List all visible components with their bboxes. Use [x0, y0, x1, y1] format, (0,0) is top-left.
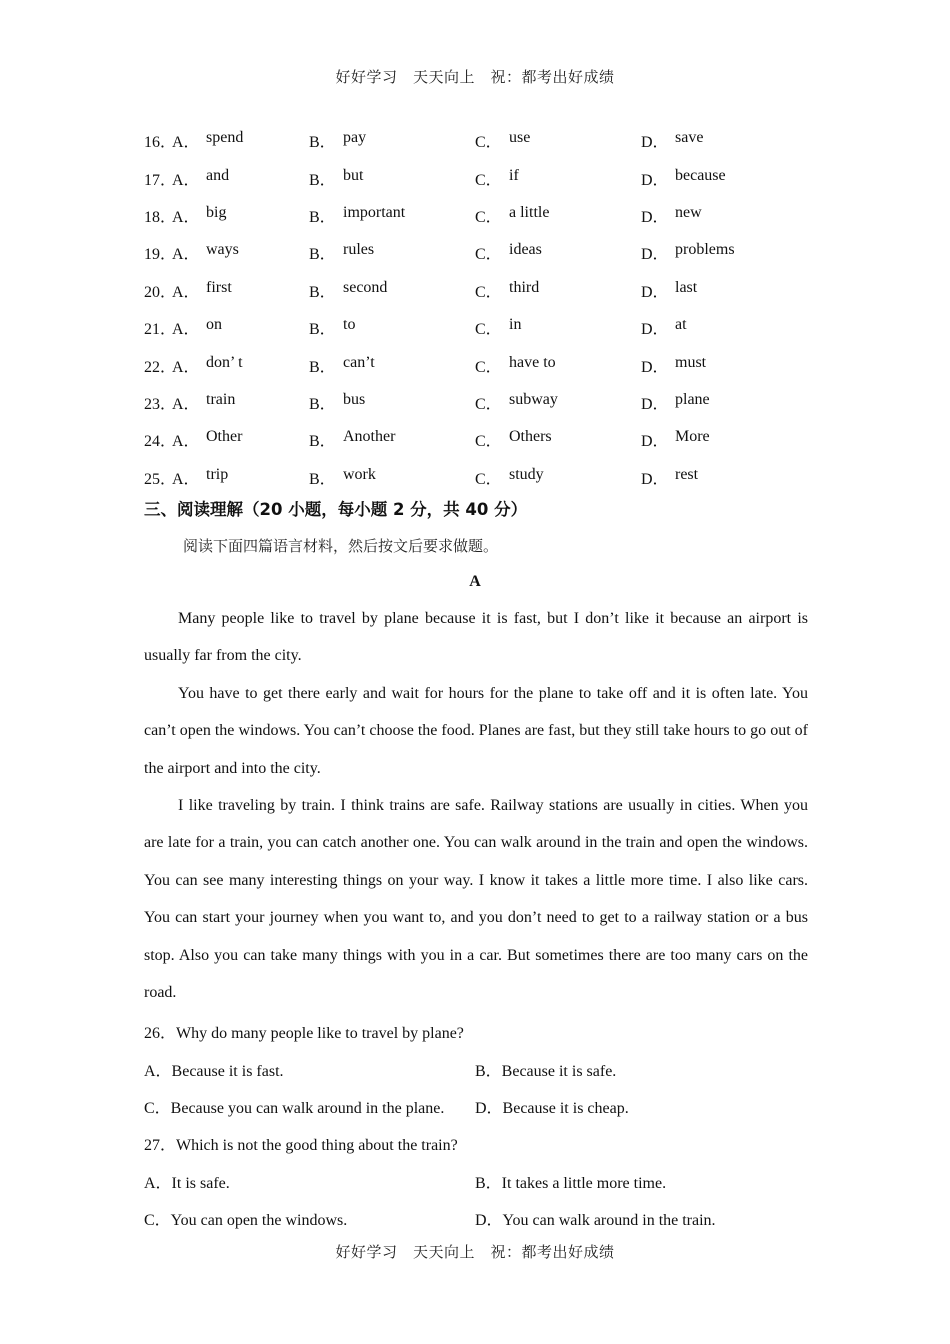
option-row-25	[144, 459, 824, 496]
option-letter: D．	[641, 171, 669, 189]
option-text: first	[206, 278, 232, 296]
question-27-choices-row-2	[144, 1207, 824, 1230]
option-letter: C．	[475, 470, 502, 488]
option-text: use	[509, 129, 531, 147]
option-row-23	[144, 384, 824, 421]
cloze-options-table	[144, 122, 824, 496]
option-letter: D．	[641, 470, 669, 488]
option-text: must	[675, 353, 707, 371]
option-letter: C．	[475, 321, 502, 339]
option-text: Another	[343, 428, 396, 446]
question-number: 16．	[144, 134, 177, 152]
option-text: Others	[509, 428, 552, 446]
option-letter: D．	[641, 208, 669, 226]
choice-c: C．You can open the windows.	[144, 1212, 348, 1229]
option-letter: A．	[172, 134, 200, 152]
option-letter: A．	[172, 395, 200, 413]
passage-paragraph: You have to get there early and wait for hours for the plane to take off and it is often late. You can’t open the windows. You can’t choose the food. Planes are fast, but they still take hours to go out of the airport and into the city.	[144, 684, 808, 777]
option-text: a little	[509, 203, 550, 221]
option-letter: D．	[641, 358, 669, 376]
option-text: rest	[675, 465, 699, 483]
option-letter: D．	[641, 134, 669, 152]
option-text: on	[206, 316, 222, 334]
question-number: 17．	[144, 171, 177, 189]
option-text: problems	[675, 241, 735, 259]
option-text: trip	[206, 465, 229, 483]
option-text: because	[675, 166, 726, 184]
question-number: 22．	[144, 358, 177, 376]
question-26-stem: 26．Why do many people like to travel by plane?	[144, 1025, 464, 1042]
option-letter: B．	[309, 321, 336, 339]
question-number: 23．	[144, 395, 177, 413]
option-row-20	[144, 272, 824, 309]
option-text: work	[343, 465, 376, 483]
option-letter: A．	[172, 433, 200, 451]
option-letter: B．	[309, 208, 336, 226]
section-intro: 阅读下面四篇语言材料，然后按文后要求做题。	[183, 537, 499, 555]
option-letter: C．	[475, 246, 502, 264]
option-text: rules	[343, 241, 375, 259]
option-letter: D．	[641, 321, 669, 339]
option-text: important	[343, 203, 406, 221]
option-row-24	[144, 421, 824, 458]
choice-d: D．You can walk around in the train.	[475, 1212, 716, 1229]
question-number: 25．	[144, 470, 177, 488]
passage-label: A	[469, 573, 481, 590]
option-letter: A．	[172, 171, 200, 189]
question-27-stem: 27．Which is not the good thing about the train?	[144, 1137, 458, 1154]
option-letter: D．	[641, 433, 669, 451]
option-row-22	[144, 346, 824, 383]
option-letter: D．	[641, 395, 669, 413]
option-text: new	[675, 203, 702, 221]
page-header: 好好学习 天天向上 祝：都考出好成绩	[335, 68, 615, 86]
question-27-choices-row-1	[144, 1170, 824, 1193]
option-text: but	[343, 166, 364, 184]
passage-paragraph: Many people like to travel by plane because it is fast, but I don’t like it because an airport is usually far from the city.	[144, 610, 808, 665]
choice-b: B．Because it is safe.	[475, 1063, 617, 1080]
question-number: 18．	[144, 208, 177, 226]
choice-b: B．It takes a little more time.	[475, 1175, 667, 1192]
choice-c: C．Because you can walk around in the plane.	[144, 1100, 445, 1117]
option-text: to	[343, 316, 356, 334]
option-row-16	[144, 122, 824, 159]
question-number: 24．	[144, 433, 177, 451]
option-text: can’t	[343, 353, 375, 371]
option-text: ideas	[509, 241, 542, 259]
option-letter: A．	[172, 208, 200, 226]
option-text: Other	[206, 428, 243, 446]
option-row-18	[144, 197, 824, 234]
question-26-choices-row-1	[144, 1058, 824, 1081]
option-letter: A．	[172, 358, 200, 376]
option-text: More	[675, 428, 710, 446]
option-text: spend	[206, 129, 244, 147]
option-text: last	[675, 278, 698, 296]
option-text: save	[675, 129, 704, 147]
option-letter: B．	[309, 470, 336, 488]
option-row-17	[144, 159, 824, 196]
option-letter: B．	[309, 134, 336, 152]
option-letter: A．	[172, 321, 200, 339]
option-text: don’ t	[206, 353, 243, 371]
question-number: 21．	[144, 321, 177, 339]
choice-a: A．Because it is fast.	[144, 1063, 284, 1080]
question-26-choices-row-2	[144, 1095, 824, 1118]
option-text: bus	[343, 390, 366, 408]
option-text: second	[343, 278, 388, 296]
option-letter: C．	[475, 171, 502, 189]
option-row-19	[144, 234, 824, 271]
option-letter: A．	[172, 246, 200, 264]
option-row-21	[144, 309, 824, 346]
option-letter: B．	[309, 395, 336, 413]
option-text: subway	[509, 390, 558, 408]
option-letter: C．	[475, 283, 502, 301]
option-letter: C．	[475, 433, 502, 451]
passage-paragraph: I like traveling by train. I think trains are safe. Railway stations are usually in cities. When you are late for a train, you can catch another one. You can walk around in the train and open the windows. You can see many interesting things on your way. I know it takes a little more time. I also like cars. You can start your journey when you want to, and you don’t need to get to a railway station or a bus stop. Also you can take many things with you in a car. But sometimes there are too many cars on the road.	[144, 797, 808, 1002]
option-letter: C．	[475, 134, 502, 152]
option-letter: B．	[309, 358, 336, 376]
option-text: study	[509, 465, 544, 483]
question-number: 20．	[144, 283, 177, 301]
option-text: pay	[343, 129, 367, 147]
option-letter: B．	[309, 171, 336, 189]
option-letter: C．	[475, 358, 502, 376]
option-text: plane	[675, 390, 710, 408]
choice-d: D．Because it is cheap.	[475, 1100, 629, 1117]
question-number: 19．	[144, 246, 177, 264]
option-letter: A．	[172, 283, 200, 301]
option-text: have to	[509, 353, 556, 371]
option-letter: A．	[172, 470, 200, 488]
option-letter: D．	[641, 283, 669, 301]
option-text: ways	[206, 241, 239, 259]
option-letter: B．	[309, 246, 336, 264]
option-text: third	[509, 278, 540, 296]
reading-passage	[144, 600, 808, 1011]
option-text: in	[509, 316, 522, 334]
option-letter: B．	[309, 433, 336, 451]
option-letter: D．	[641, 246, 669, 264]
option-text: if	[509, 166, 519, 184]
option-text: and	[206, 166, 230, 184]
option-letter: C．	[475, 395, 502, 413]
option-letter: B．	[309, 283, 336, 301]
option-text: big	[206, 203, 227, 221]
option-letter: C．	[475, 208, 502, 226]
page-footer: 好好学习 天天向上 祝：都考出好成绩	[335, 1243, 615, 1261]
section-title: 三、阅读理解（20 小题，每小题 2 分，共 40 分）	[144, 500, 528, 519]
choice-a: A．It is safe.	[144, 1175, 230, 1192]
option-text: train	[206, 390, 236, 408]
option-text: at	[675, 316, 687, 334]
